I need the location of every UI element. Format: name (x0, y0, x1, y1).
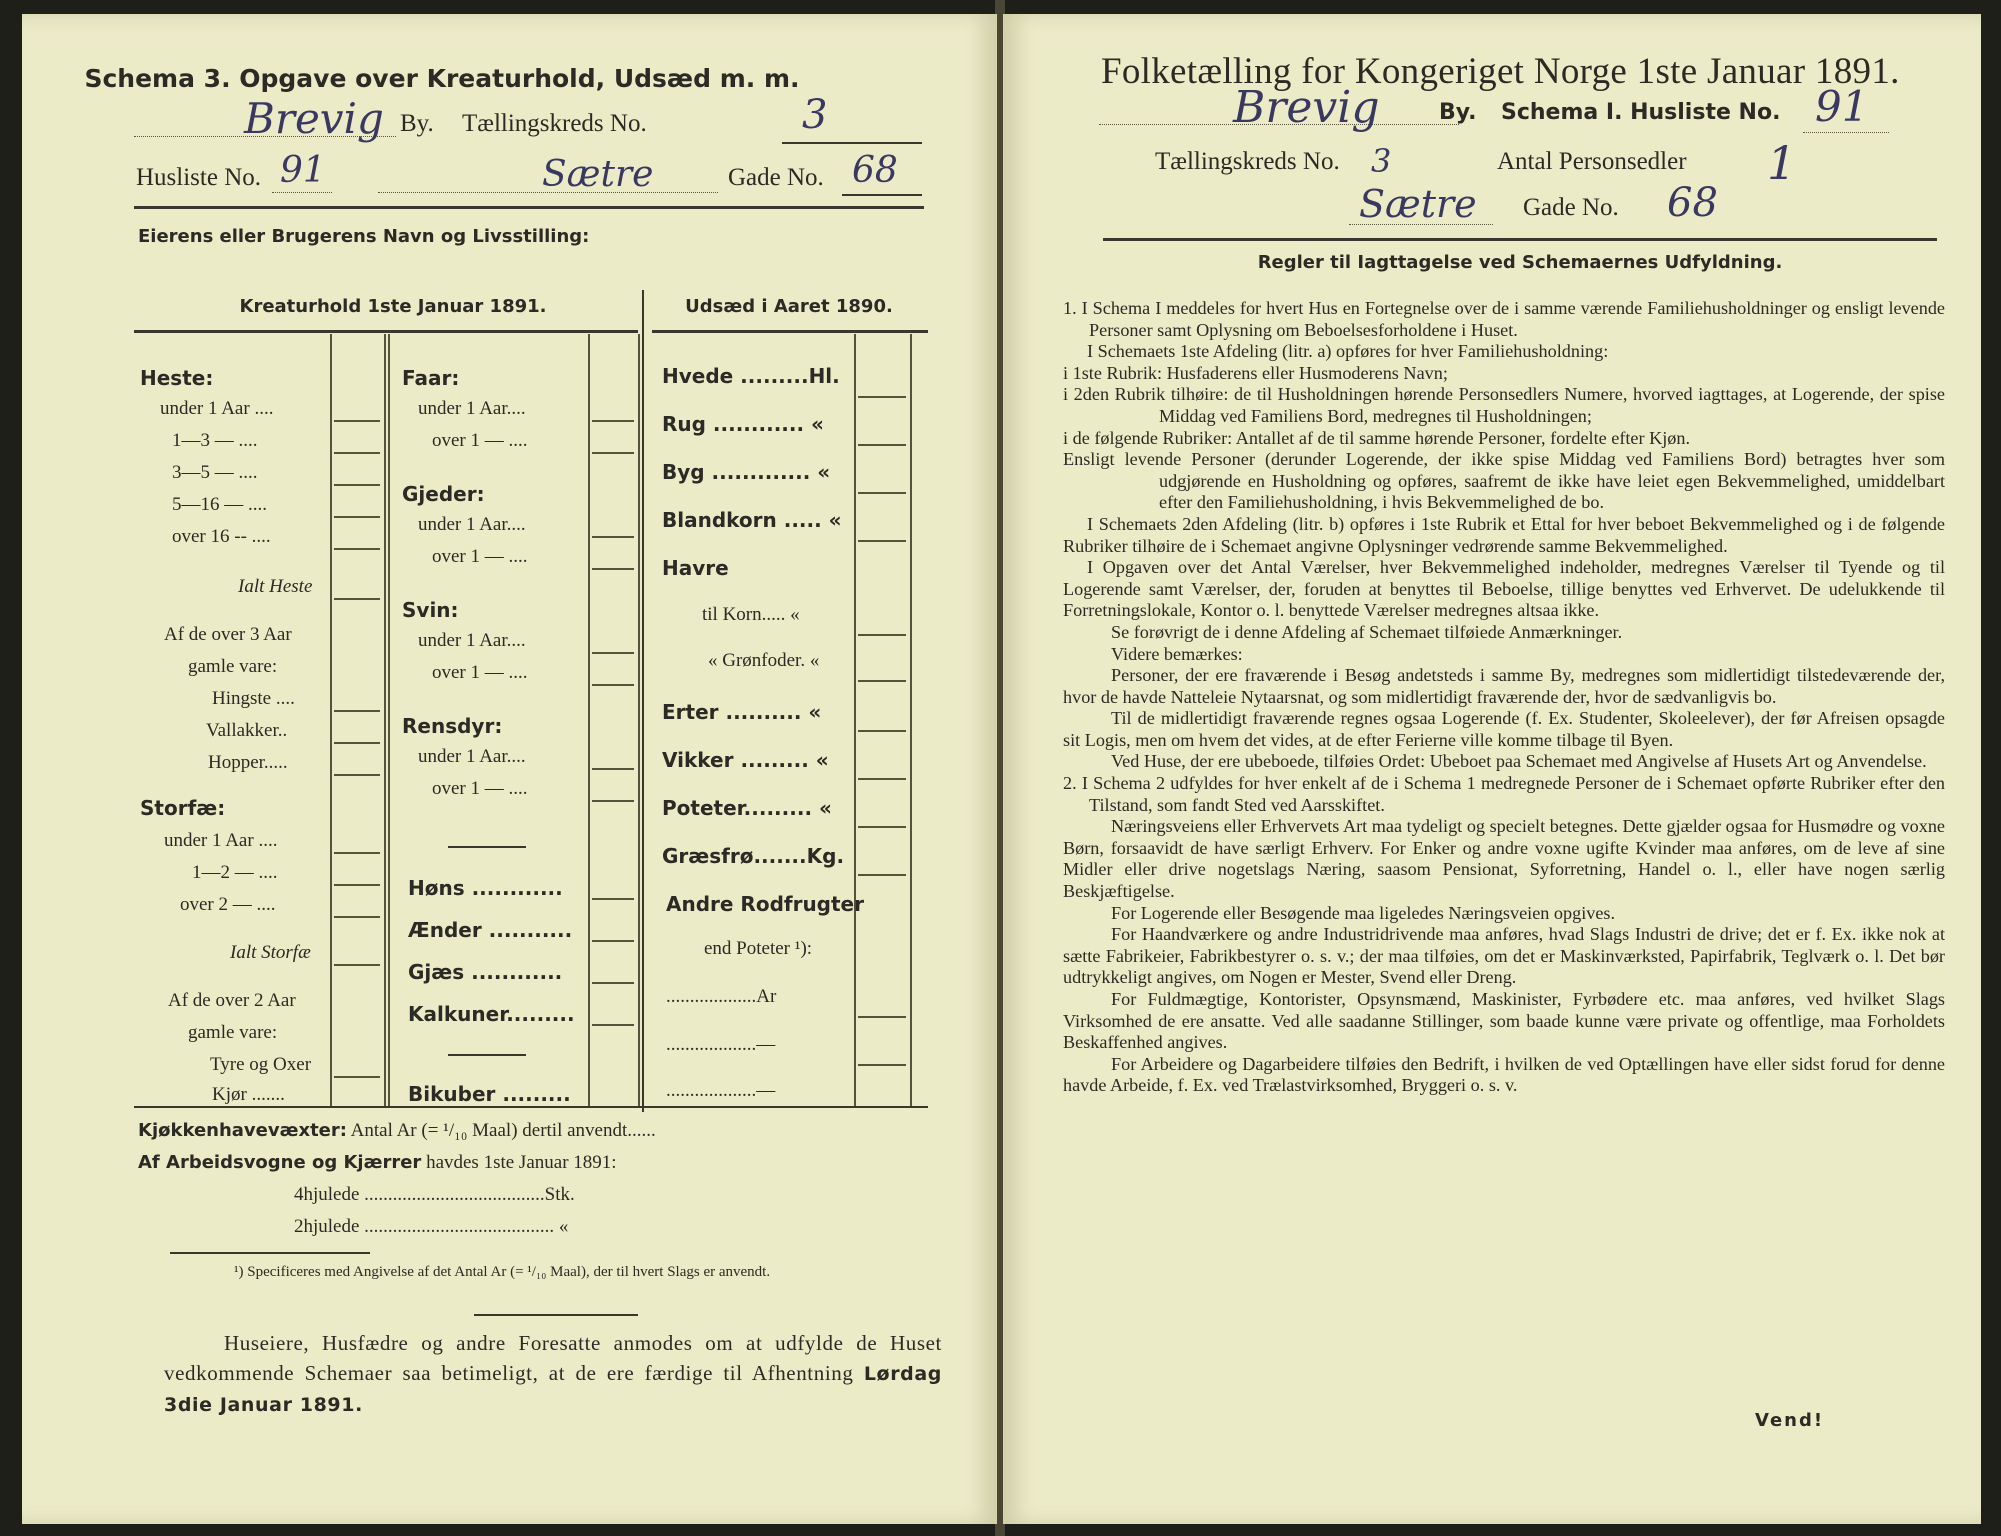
value-line (334, 916, 380, 918)
value-line (334, 598, 380, 600)
taellingskreds-underline (782, 142, 922, 144)
aender-row: Ænder ........... (408, 918, 573, 942)
value-line (334, 516, 380, 518)
rule-paragraph: Videre bemærkes: (1111, 643, 1243, 664)
dash-line: ...................— (666, 1034, 776, 1055)
husliste-label: Husliste No. (136, 164, 261, 191)
kjokkenhave-label: Kjøkkenhavevæxter: (138, 1120, 347, 1141)
storfae-row: 1—2 — .... (192, 862, 278, 883)
right-page-title: Folketælling for Kongeriget Norge 1ste Januar 1891. (1101, 51, 1900, 92)
closing-date: Lørdag 3die Januar 1891. (164, 1363, 942, 1416)
value-line (334, 1076, 380, 1078)
fire-hjulede-row: 4hjulede ......................................Stk. (294, 1184, 575, 1205)
by-handwritten: Brevig (1233, 82, 1380, 133)
vikker-row: Vikker ......... « (662, 748, 829, 772)
value-line (858, 680, 906, 682)
value-line (858, 1064, 906, 1066)
value-line (334, 548, 380, 550)
gade-label: Gade No. (728, 164, 824, 191)
rule-paragraph: For Logerende eller Besøgende maa ligeledes Næringsveien opgives. (1111, 902, 1616, 923)
ar-line: ...................Ar (666, 986, 777, 1007)
value-line (858, 730, 906, 732)
erter-row: Erter .......... « (662, 700, 822, 724)
table-top-rule-right (652, 330, 928, 333)
husliste-value: 91 (1815, 82, 1869, 131)
taellingskreds-label: Tællingskreds No. (1155, 148, 1340, 175)
value-line (334, 852, 380, 854)
closing-text: Huseiere, Husfædre og andre Foresatte anmodes om at udfylde de Huset vedkommende Schemaer saa betimeligt, at de ere færdige til Afhentning (164, 1331, 942, 1385)
col1-vrule-c (388, 334, 390, 1106)
col2-vrule-b (638, 334, 640, 1106)
value-line (334, 420, 380, 422)
by-label: By. (400, 110, 434, 137)
header-rule (1103, 238, 1937, 241)
value-line (592, 420, 634, 422)
closing-paragraph (164, 1328, 942, 1420)
udsaed-divider (642, 290, 644, 1112)
col3-vrule-b (910, 334, 912, 1106)
value-line (592, 452, 634, 454)
end-poteter-label: end Poteter ¹): (704, 938, 813, 959)
gjeder-row: over 1 — .... (432, 546, 528, 567)
rule-paragraph: For Haandværkere og andre Industridrivende maa anføres, hvad Slags Industri de drive; det er f. Ex. ikke nok at sætte Fabrikeier, Fabrikbestyrer o. s. v.; der maa tilføies, om det er Maskinværksted, Papirfabrik, Teglværk o. l. Det bør udtrykkeligt angives, om Nogen er Mester, Svend eller Dreng. (1063, 924, 1945, 988)
heste-row: 3—5 — .... (172, 462, 258, 483)
hons-row: Høns ............ (408, 876, 563, 900)
gjeder-row: under 1 Aar.... (418, 514, 526, 535)
value-line (858, 826, 906, 828)
heste-row: 5—16 — .... (172, 494, 267, 515)
storfae-row: under 1 Aar .... (164, 830, 278, 851)
kjokkenhave-text: Antal Ar (= ¹/₁₀ Maal) dertil anvendt...... (350, 1120, 656, 1141)
right-page-schema-1 (1003, 14, 1981, 1524)
rule-paragraph: For Arbeidere og Dagarbeidere tilføies den Bedrift, i hvilken de ved Optællingen have eller sidst forud for denne havde Arbeide, f. Ex. ved Trælastvirksomhed, Bryggeri o. s. v. (1063, 1053, 1945, 1096)
value-line (858, 540, 906, 542)
by-label: By. (1439, 100, 1477, 125)
vallakker-row: Vallakker.. (206, 720, 288, 741)
rule-paragraph: Næringsveiens eller Erhvervets Art maa tydeligt og specielt betegnes. Dette gjælder ogsaa for Husmødre og voxne Børn, forsaavidt de have særligt Erhverv. For Enker og andre voxne ugifte Kvinder maa anføres, om de leve af sine Midler eller drive nogetslags Næring, saasom Pensionat, Syforretning, Handel o. l., eller have nogen særlig Beskjæftigelse. (1063, 816, 1945, 902)
antal-personsedler-value: 1 (1767, 136, 1797, 190)
rule-paragraph: i 1ste Rubrik: Husfaderens eller Husmoderens Navn; (1063, 362, 1448, 383)
heste-heading: Heste: (140, 366, 214, 390)
value-line (334, 710, 380, 712)
footnote-separator (170, 1252, 370, 1254)
closing-separator (474, 1314, 638, 1316)
gamle-vare-1: gamle vare: (188, 656, 278, 677)
street-dotline (1349, 224, 1493, 225)
rensdyr-row: over 1 — .... (432, 778, 528, 799)
rule-paragraph: Se forøvrigt de i denne Afdeling af Schemaet tilføiede Anmærkninger. (1111, 621, 1623, 642)
col1-vrule-b (384, 334, 386, 1106)
value-line (334, 964, 380, 966)
til-korn-row: til Korn..... « (702, 604, 800, 625)
svin-row: over 1 — .... (432, 662, 528, 683)
gjaes-row: Gjæs ............ (408, 960, 563, 984)
value-line (592, 1024, 634, 1026)
short-separator (448, 846, 526, 848)
value-line (858, 778, 906, 780)
rule-paragraph: I Opgaven over det Antal Værelser, hver Bekvemmelighed indeholder, medregnes Værelser til Tyende og til Logerende samt Værelser, der, foruden at benyttes til Beboelse, tillige benyttes ved Erhvervet. De udelukkende til Forretningslokale, Kontor o. l. benyttede Værelser medregnes altsaa ikke. (1063, 557, 1945, 621)
hingste-row: Hingste .... (212, 688, 295, 709)
faar-row: under 1 Aar.... (418, 398, 526, 419)
heste-row: 1—3 — .... (172, 430, 258, 451)
col2-vrule-a (588, 334, 590, 1106)
to-hjulede-row: 2hjulede ........................................ « (294, 1216, 569, 1237)
rule-paragraph: Ensligt levende Personer (derunder Logerende, der ikke spise Middag ved Familiens Bord) betragtes hver som udgjørende en Husholdning og opføres, saafremt de ikke have leiet egen Bekvemmelighed, umiddelbart efter den Familiehusholdning, i hvis Bekvemmelighed de bo. (1063, 449, 1945, 513)
street-handwritten: Sætre (1359, 182, 1477, 226)
tyre-oxer-row: Tyre og Oxer (210, 1054, 312, 1075)
havre-heading: Havre (662, 556, 729, 580)
header-thick-rule (134, 206, 924, 209)
gade-label: Gade No. (1523, 194, 1619, 221)
value-line (592, 568, 634, 570)
value-line (858, 492, 906, 494)
byg-row: Byg ............. « (662, 460, 831, 484)
gronfoder-row: « Grønfoder. « (708, 650, 820, 671)
gjeder-heading: Gjeder: (402, 482, 485, 506)
udsaed-header: Udsæd i Aaret 1890. (685, 296, 893, 317)
value-line (858, 444, 906, 446)
short-separator (448, 1054, 526, 1056)
rug-row: Rug ............ « (662, 412, 824, 436)
arbeidsvogne-label: Af Arbeidsvogne og Kjærrer (138, 1152, 422, 1173)
value-line (592, 536, 634, 538)
col3-vrule-a (854, 334, 856, 1106)
af-over-3-aar: Af de over 3 Aar (164, 624, 292, 645)
storfae-heading: Storfæ: (140, 796, 226, 820)
value-line (592, 898, 634, 900)
value-line (592, 684, 634, 686)
table-bottom-rule (134, 1106, 928, 1108)
by-handwritten: Brevig (244, 94, 384, 143)
heste-row: over 16 -- .... (172, 526, 271, 547)
value-line (334, 742, 380, 744)
arbeidsvogne-line (138, 1152, 617, 1174)
value-line (592, 652, 634, 654)
rule-paragraph: 1. I Schema I meddeles for hvert Hus en Fortegnelse over de i samme værende Familiehusholdninger og ensligt levende Personer samt Oplysning om Beboelsesforholdene i Huset. (1063, 298, 1945, 340)
rule-paragraph: I Schemaets 2den Afdeling (litr. b) opføres i 1ste Rubrik et Ettal for hver beboet Bekvemmelighed og i de følgende Rubriker tilhøire de i Schemaet angivne Oplysninger vedrørende samme Bekvemmelighed. (1063, 513, 1945, 556)
owner-label: Eierens eller Brugerens Navn og Livsstilling: (138, 226, 590, 247)
taellingskreds-label: Tællingskreds No. (462, 110, 647, 137)
kreaturhold-header: Kreaturhold 1ste Januar 1891. (239, 296, 547, 317)
value-line (334, 774, 380, 776)
left-page-schema-3 (22, 14, 997, 1524)
kjor-row: Kjør ....... (212, 1084, 285, 1105)
husliste-dotline (1803, 132, 1889, 133)
rule-paragraph: Til de midlertidigt fraværende regnes ogsaa Logerende (f. Ex. Studenter, Skoleelever), der før Afreisen opsagde sit Logis, men om hvem det vides, at de efter Ferierne ville komme tilbage til Byen. (1063, 708, 1945, 750)
value-line (334, 884, 380, 886)
svin-heading: Svin: (402, 598, 459, 622)
husliste-value: 91 (280, 150, 326, 191)
faar-heading: Faar: (402, 366, 460, 390)
value-line (858, 396, 906, 398)
andre-rodfrugter-heading: Andre Rodfrugter (666, 892, 864, 916)
kalkuner-row: Kalkuner......... (408, 1002, 575, 1026)
value-line (334, 452, 380, 454)
blandkorn-row: Blandkorn ..... « (662, 508, 842, 532)
rule-paragraph: Ved Huse, der ere ubeboede, tilføies Ordet: Ubeboet paa Schemaet med Angivelse af Husets Art og Anvendelse. (1111, 751, 1927, 772)
value-line (858, 634, 906, 636)
dash-line: ...................— (666, 1080, 776, 1101)
rule-paragraph: I Schemaets 1ste Afdeling (litr. a) opføres for hver Familiehusholdning: (1087, 341, 1609, 362)
rensdyr-row: under 1 Aar.... (418, 746, 526, 767)
graesfro-row: Græsfrø.......Kg. (662, 844, 845, 868)
kjokkenhave-line (138, 1120, 656, 1142)
bikuber-row: Bikuber ......... (408, 1082, 571, 1106)
vend-label: Vend! (1755, 1410, 1825, 1431)
hvede-row: Hvede .........Hl. (662, 364, 840, 388)
col1-vrule-a (330, 334, 332, 1106)
value-line (592, 800, 634, 802)
value-line (592, 982, 634, 984)
value-line (858, 1016, 906, 1018)
value-line (334, 484, 380, 486)
storfae-row: over 2 — .... (180, 894, 276, 915)
taellingskreds-value: 3 (802, 92, 828, 138)
street-handwritten: Sætre (542, 154, 654, 195)
table-top-rule-left (134, 330, 638, 333)
value-line (592, 940, 634, 942)
rule-paragraph: i de følgende Rubriker: Antallet af de til samme hørende Personer, fordelte efter Kjøn. (1063, 427, 1691, 448)
af-over-2-aar: Af de over 2 Aar (168, 990, 296, 1011)
value-line (858, 874, 906, 876)
taellingskreds-value: 3 (1371, 142, 1392, 180)
husliste-dotline (272, 192, 332, 193)
ialt-storfae: Ialt Storfæ (230, 942, 311, 963)
rule-paragraph: Personer, der ere fraværende i Besøg andetsteds i samme By, medregnes som midlertidigt tilstedeværende der, hvor de havde Natteleie Nytaarsnat, og som midlertidigt fraværende der, hvor de sædvanligvis bo. (1063, 665, 1945, 707)
footnote: ¹) Specificeres med Angivelse af det Antal Ar (= ¹/₁₀ Maal), der til hvert Slags er anvendt. (234, 1264, 771, 1280)
gade-underline (842, 194, 922, 196)
gade-value: 68 (852, 150, 898, 191)
rule-paragraph: i 2den Rubrik tilhøire: de til Husholdningen hørende Personsedlers Numere, hvorved iagttages, at Logerende, der spise Middag ved Familiens Bord, medregnes til Husholdningen; (1063, 384, 1945, 426)
gamle-vare-2: gamle vare: (188, 1022, 278, 1043)
rules-body (1063, 298, 1945, 1097)
heste-row: under 1 Aar .... (160, 398, 274, 419)
antal-personsedler-label: Antal Personsedler (1497, 148, 1687, 175)
arbeidsvogne-text: havdes 1ste Januar 1891: (426, 1152, 617, 1173)
svin-row: under 1 Aar.... (418, 630, 526, 651)
schema-husliste-label: Schema I. Husliste No. (1501, 100, 1781, 125)
value-line (592, 768, 634, 770)
faar-row: over 1 — .... (432, 430, 528, 451)
hopper-row: Hopper..... (208, 752, 288, 773)
ialt-heste: Ialt Heste (238, 576, 313, 597)
left-page-title: Schema 3. Opgave over Kreaturhold, Udsæd m. m. (84, 64, 800, 93)
rule-paragraph: 2. I Schema 2 udfyldes for hver enkelt af de i Schema 1 medregnede Personer de i Schemaet opførte Rubriker efter den Tilstand, som fandt Sted ved Aarsskiftet. (1063, 773, 1945, 815)
rule-paragraph: For Fuldmægtige, Kontorister, Opsynsmænd, Maskinister, Fyrbødere etc. maa anføres, ved hvilket Slags Virksomhed de ere ansatte. Ved alle saadanne Stillinger, som baade kunne være private og offentlige, maa Forholdets Beskaffenhed angives. (1063, 989, 1945, 1053)
rules-title: Regler til Iagttagelse ved Schemaernes Udfyldning. (1257, 252, 1783, 273)
poteter-row: Poteter......... « (662, 796, 832, 820)
rensdyr-heading: Rensdyr: (402, 714, 503, 738)
gade-value: 68 (1667, 180, 1718, 226)
